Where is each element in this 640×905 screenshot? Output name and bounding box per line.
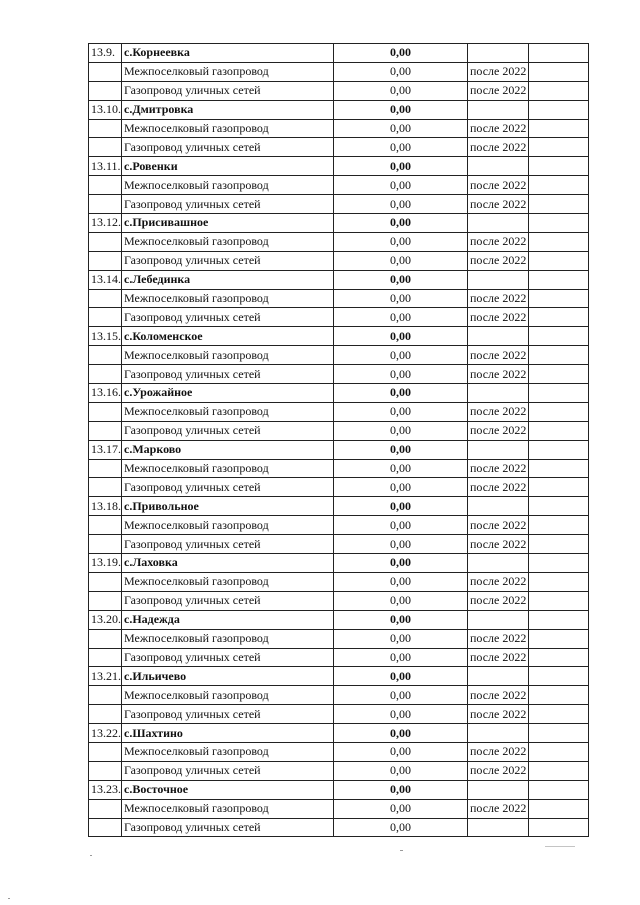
row-year: [468, 44, 529, 63]
row-number: [89, 761, 122, 780]
row-year: после 2022: [468, 289, 529, 308]
row-value: 0,00: [334, 478, 468, 497]
row-year: после 2022: [468, 421, 529, 440]
row-name: Газопровод уличных сетей: [122, 81, 334, 100]
village-row: [89, 384, 589, 403]
row-extra: [529, 440, 589, 459]
row-year: после 2022: [468, 799, 529, 818]
row-number: [89, 251, 122, 270]
table-row: [89, 62, 589, 81]
row-number: [89, 176, 122, 195]
row-value: 0,00: [334, 327, 468, 346]
row-extra: [529, 157, 589, 176]
row-year: [468, 610, 529, 629]
row-extra: [529, 327, 589, 346]
row-year: после 2022: [468, 535, 529, 554]
row-number: [89, 516, 122, 535]
row-number: 13.17.: [89, 440, 122, 459]
row-name: Межпоселковый газопровод: [122, 119, 334, 138]
row-extra: [529, 572, 589, 591]
row-extra: [529, 270, 589, 289]
row-value: 0,00: [334, 308, 468, 327]
row-value: 0,00: [334, 497, 468, 516]
row-name: Межпоселковый газопровод: [122, 799, 334, 818]
row-extra: [529, 554, 589, 573]
row-value: 0,00: [334, 214, 468, 233]
row-number: [89, 591, 122, 610]
village-row: [89, 780, 589, 799]
row-value: 0,00: [334, 402, 468, 421]
row-extra: [529, 421, 589, 440]
village-row: [89, 157, 589, 176]
row-number: [89, 402, 122, 421]
row-name: Межпоселковый газопровод: [122, 232, 334, 251]
table-row: [89, 478, 589, 497]
table-body: [89, 44, 589, 837]
row-year: [468, 667, 529, 686]
scan-speck: [400, 850, 403, 851]
row-year: [468, 497, 529, 516]
row-number: 13.9.: [89, 44, 122, 63]
row-extra: [529, 195, 589, 214]
row-value: 0,00: [334, 648, 468, 667]
row-extra: [529, 62, 589, 81]
row-year: после 2022: [468, 176, 529, 195]
row-value: 0,00: [334, 629, 468, 648]
row-name: с.Присивашное: [122, 214, 334, 233]
row-number: [89, 535, 122, 554]
row-year: после 2022: [468, 62, 529, 81]
row-year: [468, 327, 529, 346]
row-value: 0,00: [334, 610, 468, 629]
row-name: Газопровод уличных сетей: [122, 308, 334, 327]
row-extra: [529, 724, 589, 743]
row-extra: [529, 478, 589, 497]
row-year: после 2022: [468, 251, 529, 270]
row-number: [89, 459, 122, 478]
gas-pipeline-table: [88, 43, 589, 837]
row-name: Газопровод уличных сетей: [122, 648, 334, 667]
row-number: [89, 195, 122, 214]
row-value: 0,00: [334, 270, 468, 289]
row-name: Межпоселковый газопровод: [122, 289, 334, 308]
row-extra: [529, 780, 589, 799]
row-value: 0,00: [334, 421, 468, 440]
row-extra: [529, 818, 589, 837]
row-extra: [529, 610, 589, 629]
row-extra: [529, 251, 589, 270]
row-extra: [529, 308, 589, 327]
scan-speck: [8, 898, 10, 899]
row-number: [89, 629, 122, 648]
row-name: с.Дмитровка: [122, 100, 334, 119]
row-name: Газопровод уличных сетей: [122, 251, 334, 270]
row-extra: [529, 705, 589, 724]
row-value: 0,00: [334, 667, 468, 686]
row-value: 0,00: [334, 686, 468, 705]
row-value: 0,00: [334, 384, 468, 403]
village-row: [89, 497, 589, 516]
row-year: после 2022: [468, 365, 529, 384]
row-number: [89, 365, 122, 384]
row-name: с.Ильичево: [122, 667, 334, 686]
row-value: 0,00: [334, 100, 468, 119]
row-extra: [529, 100, 589, 119]
table-row: [89, 119, 589, 138]
row-value: 0,00: [334, 440, 468, 459]
row-extra: [529, 232, 589, 251]
row-number: [89, 799, 122, 818]
row-name: Межпоселковый газопровод: [122, 686, 334, 705]
row-name: Газопровод уличных сетей: [122, 421, 334, 440]
row-value: 0,00: [334, 799, 468, 818]
row-extra: [529, 535, 589, 554]
row-value: 0,00: [334, 138, 468, 157]
row-extra: [529, 119, 589, 138]
row-value: 0,00: [334, 516, 468, 535]
village-row: [89, 44, 589, 63]
row-name: с.Надежда: [122, 610, 334, 629]
row-number: [89, 81, 122, 100]
row-value: 0,00: [334, 346, 468, 365]
row-year: после 2022: [468, 195, 529, 214]
row-year: после 2022: [468, 761, 529, 780]
row-extra: [529, 742, 589, 761]
row-number: [89, 686, 122, 705]
row-value: 0,00: [334, 289, 468, 308]
row-number: 13.12.: [89, 214, 122, 233]
row-extra: [529, 667, 589, 686]
row-number: [89, 421, 122, 440]
row-extra: [529, 497, 589, 516]
row-number: [89, 705, 122, 724]
row-number: [89, 138, 122, 157]
village-row: [89, 440, 589, 459]
table-row: [89, 572, 589, 591]
row-extra: [529, 346, 589, 365]
row-number: [89, 232, 122, 251]
row-year: после 2022: [468, 629, 529, 648]
row-number: [89, 478, 122, 497]
table-row: [89, 629, 589, 648]
row-year: [468, 554, 529, 573]
row-extra: [529, 289, 589, 308]
row-extra: [529, 138, 589, 157]
row-extra: [529, 176, 589, 195]
row-name: Газопровод уличных сетей: [122, 365, 334, 384]
row-value: 0,00: [334, 119, 468, 138]
row-year: [468, 100, 529, 119]
table-row: [89, 421, 589, 440]
row-name: Межпоселковый газопровод: [122, 346, 334, 365]
row-number: [89, 742, 122, 761]
row-name: Межпоселковый газопровод: [122, 459, 334, 478]
row-number: 13.20.: [89, 610, 122, 629]
row-value: 0,00: [334, 195, 468, 214]
table-row: [89, 289, 589, 308]
row-value: 0,00: [334, 818, 468, 837]
row-value: 0,00: [334, 591, 468, 610]
table-row: [89, 138, 589, 157]
row-value: 0,00: [334, 705, 468, 724]
row-number: 13.11.: [89, 157, 122, 176]
row-extra: [529, 686, 589, 705]
row-year: после 2022: [468, 705, 529, 724]
row-name: с.Марково: [122, 440, 334, 459]
row-number: [89, 308, 122, 327]
row-name: Газопровод уличных сетей: [122, 478, 334, 497]
row-name: Межпоселковый газопровод: [122, 516, 334, 535]
village-row: [89, 724, 589, 743]
row-year: [468, 440, 529, 459]
row-year: после 2022: [468, 686, 529, 705]
row-number: 13.19.: [89, 554, 122, 573]
village-row: [89, 667, 589, 686]
row-value: 0,00: [334, 724, 468, 743]
row-number: [89, 119, 122, 138]
scan-speck: [545, 846, 575, 847]
row-extra: [529, 81, 589, 100]
row-name: Газопровод уличных сетей: [122, 705, 334, 724]
row-name: Межпоселковый газопровод: [122, 176, 334, 195]
row-extra: [529, 44, 589, 63]
row-extra: [529, 365, 589, 384]
row-year: [468, 384, 529, 403]
row-name: Межпоселковый газопровод: [122, 629, 334, 648]
row-value: 0,00: [334, 761, 468, 780]
row-extra: [529, 799, 589, 818]
row-year: после 2022: [468, 308, 529, 327]
table-row: [89, 799, 589, 818]
row-name: Газопровод уличных сетей: [122, 818, 334, 837]
row-number: 13.22.: [89, 724, 122, 743]
row-name: с.Лаховка: [122, 554, 334, 573]
row-name: Межпоселковый газопровод: [122, 402, 334, 421]
row-name: Межпоселковый газопровод: [122, 572, 334, 591]
row-number: 13.23.: [89, 780, 122, 799]
table-row: [89, 195, 589, 214]
row-name: с.Коломенское: [122, 327, 334, 346]
row-value: 0,00: [334, 44, 468, 63]
row-value: 0,00: [334, 572, 468, 591]
row-number: 13.14.: [89, 270, 122, 289]
row-number: 13.16.: [89, 384, 122, 403]
table-row: [89, 686, 589, 705]
row-extra: [529, 402, 589, 421]
row-extra: [529, 214, 589, 233]
row-year: после 2022: [468, 138, 529, 157]
row-number: [89, 346, 122, 365]
row-extra: [529, 629, 589, 648]
table-row: [89, 176, 589, 195]
row-year: после 2022: [468, 478, 529, 497]
row-year: [468, 270, 529, 289]
row-extra: [529, 761, 589, 780]
row-extra: [529, 591, 589, 610]
row-year: после 2022: [468, 591, 529, 610]
row-name: с.Лебединка: [122, 270, 334, 289]
row-name: Газопровод уличных сетей: [122, 591, 334, 610]
row-year: после 2022: [468, 572, 529, 591]
row-year: после 2022: [468, 346, 529, 365]
table-row: [89, 81, 589, 100]
row-name: Межпоселковый газопровод: [122, 62, 334, 81]
table-row: [89, 761, 589, 780]
row-year: после 2022: [468, 402, 529, 421]
village-row: [89, 554, 589, 573]
row-number: 13.21.: [89, 667, 122, 686]
row-value: 0,00: [334, 535, 468, 554]
table-row: [89, 648, 589, 667]
row-year: после 2022: [468, 459, 529, 478]
row-extra: [529, 384, 589, 403]
row-value: 0,00: [334, 176, 468, 195]
table-row: [89, 308, 589, 327]
row-value: 0,00: [334, 554, 468, 573]
village-row: [89, 610, 589, 629]
row-year: после 2022: [468, 516, 529, 535]
table-row: [89, 818, 589, 837]
table-row: [89, 535, 589, 554]
row-number: 13.15.: [89, 327, 122, 346]
village-row: [89, 100, 589, 119]
row-name: Газопровод уличных сетей: [122, 138, 334, 157]
table-row: [89, 365, 589, 384]
table-row: [89, 516, 589, 535]
scan-speck: [90, 855, 92, 856]
row-name: с.Шахтино: [122, 724, 334, 743]
row-year: после 2022: [468, 648, 529, 667]
table-row: [89, 251, 589, 270]
row-value: 0,00: [334, 81, 468, 100]
row-number: [89, 818, 122, 837]
row-number: 13.18.: [89, 497, 122, 516]
row-year: после 2022: [468, 232, 529, 251]
table-row: [89, 591, 589, 610]
table-row: [89, 742, 589, 761]
row-number: 13.10.: [89, 100, 122, 119]
row-value: 0,00: [334, 232, 468, 251]
row-name: с.Восточное: [122, 780, 334, 799]
row-name: Газопровод уличных сетей: [122, 535, 334, 554]
row-year: после 2022: [468, 81, 529, 100]
table-row: [89, 346, 589, 365]
row-name: с.Корнеевка: [122, 44, 334, 63]
row-number: [89, 289, 122, 308]
row-value: 0,00: [334, 62, 468, 81]
village-row: [89, 270, 589, 289]
row-name: Газопровод уличных сетей: [122, 195, 334, 214]
row-name: с.Урожайное: [122, 384, 334, 403]
table-row: [89, 705, 589, 724]
row-year: [468, 214, 529, 233]
row-value: 0,00: [334, 365, 468, 384]
row-year: [468, 818, 529, 837]
row-name: Газопровод уличных сетей: [122, 761, 334, 780]
row-year: [468, 780, 529, 799]
row-number: [89, 572, 122, 591]
table-row: [89, 402, 589, 421]
table-row: [89, 459, 589, 478]
village-row: [89, 327, 589, 346]
row-extra: [529, 648, 589, 667]
row-extra: [529, 516, 589, 535]
row-number: [89, 62, 122, 81]
row-value: 0,00: [334, 459, 468, 478]
village-row: [89, 214, 589, 233]
row-extra: [529, 459, 589, 478]
row-value: 0,00: [334, 780, 468, 799]
row-year: после 2022: [468, 742, 529, 761]
row-name: с.Привольное: [122, 497, 334, 516]
row-name: Межпоселковый газопровод: [122, 742, 334, 761]
row-value: 0,00: [334, 251, 468, 270]
row-number: [89, 648, 122, 667]
table-row: [89, 232, 589, 251]
row-year: [468, 157, 529, 176]
row-value: 0,00: [334, 157, 468, 176]
row-year: [468, 724, 529, 743]
row-year: после 2022: [468, 119, 529, 138]
row-value: 0,00: [334, 742, 468, 761]
row-name: с.Ровенки: [122, 157, 334, 176]
